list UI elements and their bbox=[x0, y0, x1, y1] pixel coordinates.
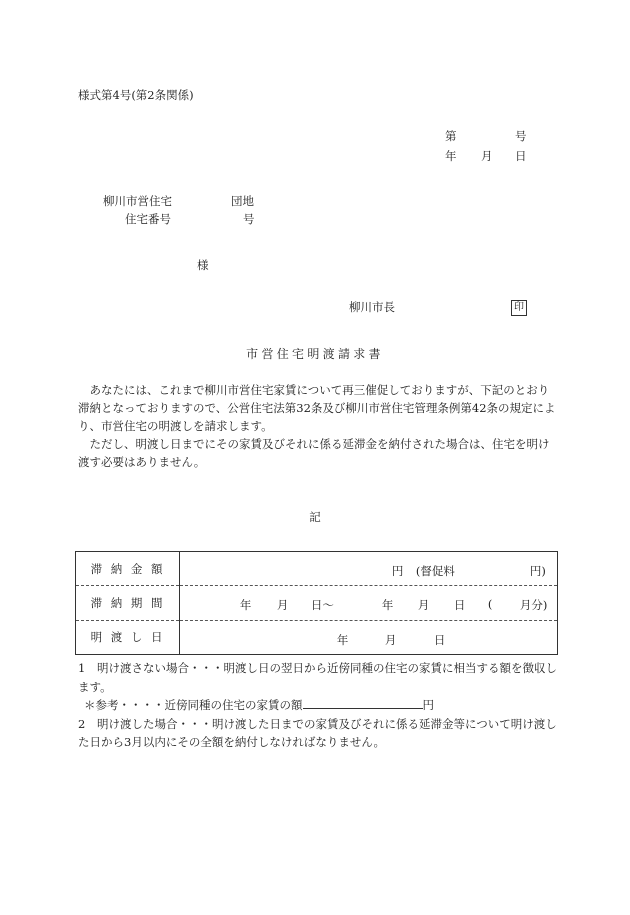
vacate-year: 年 bbox=[336, 632, 349, 647]
label-arrears-period: 滞納期間 bbox=[76, 586, 180, 620]
document-body bbox=[78, 381, 556, 471]
form-number: 様式第4号(第2条関係) bbox=[78, 88, 194, 102]
addressee-danchi: 団地 bbox=[231, 194, 254, 208]
label-vacate-date: 明渡し日 bbox=[76, 620, 180, 654]
doc-number-go: 号 bbox=[515, 129, 527, 143]
addressee-sama: 様 bbox=[197, 258, 209, 272]
value-vacate-date bbox=[179, 620, 557, 654]
doc-number-dai: 第 bbox=[445, 129, 457, 143]
addressee-housing: 柳川市営住宅 bbox=[103, 194, 172, 208]
reference-rent-blank bbox=[303, 697, 423, 709]
sender-mayor: 柳川市長 bbox=[349, 300, 395, 314]
note-1-number: 1 bbox=[78, 661, 86, 675]
table-row-arrears-period bbox=[76, 586, 558, 620]
period-start-year: 年 bbox=[239, 598, 252, 613]
vacate-day: 日 bbox=[433, 632, 446, 647]
reminder-fee-label: (督促料 bbox=[415, 564, 455, 579]
period-months: 月分) bbox=[519, 598, 548, 613]
period-paren: ( bbox=[487, 597, 493, 612]
arrears-en: 円 bbox=[391, 564, 404, 579]
period-start-day: 日〜 bbox=[310, 598, 334, 613]
note-2 bbox=[78, 715, 560, 752]
seal-stamp: 印 bbox=[511, 300, 527, 316]
note-1-ref-prefix: ＊参考・・・・近傍同種の住宅の家賃の額 bbox=[84, 698, 303, 712]
addressee-gou: 号 bbox=[243, 212, 255, 226]
note-1-text: 明け渡さない場合・・・明渡し日の翌日から近傍同種の住宅の家賃に相当する額を徴収します。 bbox=[78, 661, 557, 694]
vacate-month: 月 bbox=[384, 632, 397, 647]
table-row-arrears-amount bbox=[76, 552, 558, 586]
notes bbox=[78, 659, 560, 752]
period-end-day: 日 bbox=[453, 598, 466, 613]
body-paragraph-1: あなたには、これまで柳川市営住宅家賃について再三催促しておりますが、下記のとおり滞納となっておりますので、公営住宅法第32条及び柳川市営住宅管理条例第42条の規定により、市営住宅の明渡しを請求します。 bbox=[78, 383, 556, 433]
date-year: 年 bbox=[445, 149, 457, 163]
period-end-month: 月 bbox=[417, 598, 430, 613]
document-title: 市営住宅明渡請求書 bbox=[246, 347, 384, 361]
details-table bbox=[75, 551, 558, 655]
note-1-reference bbox=[78, 696, 560, 715]
period-start-month: 月 bbox=[276, 598, 289, 613]
period-end-year: 年 bbox=[381, 598, 394, 613]
ki-heading: 記 bbox=[309, 510, 321, 524]
value-arrears-period bbox=[179, 586, 557, 620]
label-arrears-amount: 滞納金額 bbox=[76, 552, 180, 586]
value-arrears-amount bbox=[179, 552, 557, 586]
date-month: 月 bbox=[481, 149, 493, 163]
addressee-house-number-label: 住宅番号 bbox=[125, 212, 171, 226]
table-row-vacate-date bbox=[76, 620, 558, 654]
reminder-fee-en: 円) bbox=[529, 564, 546, 579]
note-1-ref-suffix: 円 bbox=[422, 698, 434, 712]
body-paragraph-2: ただし、明渡し日までにその家賃及びそれに係る延滞金を納付された場合は、住宅を明け渡す必要はありません。 bbox=[78, 437, 550, 469]
note-2-number: 2 bbox=[78, 716, 86, 731]
date-day: 日 bbox=[515, 149, 527, 163]
note-2-text: 明け渡した場合・・・明け渡した日までの家賃及びそれに係る延滞金等について明け渡した日から3月以内にその全額を納付しなければなりません。 bbox=[78, 716, 557, 749]
note-1 bbox=[78, 659, 560, 696]
